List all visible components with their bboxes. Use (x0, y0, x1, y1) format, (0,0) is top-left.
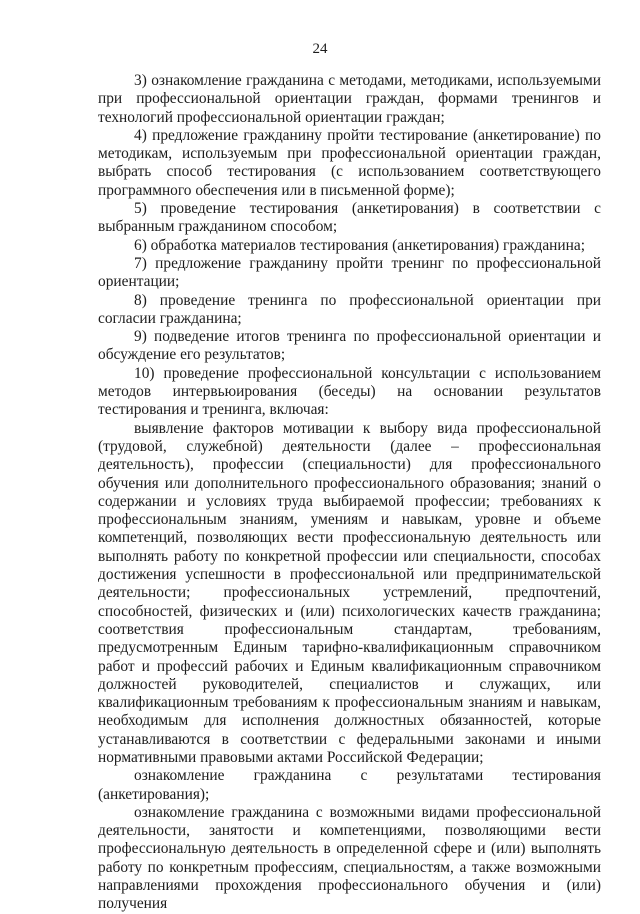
paragraph-4: 4) предложение гражданину пройти тестирование (анкетирование) по методикам, используемым при профессиональной ориентации граждан, выбрать способ тестирования (с использованием соответствующего программного обеспечения или в письменной форме); (98, 126, 601, 199)
document-body (98, 72, 601, 914)
paragraph-10: 10) проведение профессиональной консультации с использованием методов интервьюирования (беседы) на основании результатов тестирования и тренинга, включая: (98, 364, 601, 419)
paragraph-3: 3) ознакомление гражданина с методами, методиками, используемыми при профессиональной ориентации граждан, формами тренингов и технологий профессиональной ориентации граждан; (98, 72, 601, 126)
paragraph-8: 8) проведение тренинга по профессиональной ориентации при согласии гражданина; (98, 291, 601, 327)
paragraph-6: 6) обработка материалов тестирования (анкетирования) гражданина; (134, 236, 585, 254)
paragraph-test-results: ознакомление гражданина с результатами тестирования (анкетирования); (98, 767, 601, 803)
paragraph-5: 5) проведение тестирования (анкетирования) в соответствии с выбранным гражданином способом; (98, 200, 601, 236)
paragraph-activity-types: ознакомление гражданина с возможными видами профессиональной деятельности, занятости и компетенциями, позволяющими вести профессиональную деятельность в определенной сфере и (или) выполнять работу по конкретным профессиям, специальностям, а также возможными направлениями прохождения профессионального обучения и (или) получения (98, 803, 601, 913)
paragraph-9: 9) подведение итогов тренинга по профессиональной ориентации и обсуждение его результатов; (98, 328, 601, 364)
paragraph-7: 7) предложение гражданину пройти тренинг по профессиональной ориентации; (98, 254, 601, 291)
page-number: 24 (312, 41, 328, 57)
paragraph-motivation-factors: выявление факторов мотивации к выбору вида профессиональной (трудовой, служебной) деятельности (далее – профессиональная деятельность), профессии (специальности) для профессионального обучения или дополнительного профессионального образования; знаний о содержании и условиях труда выбираемой профессии; требованиях к профессиональным знаниям, умениям и навыкам, уровне и объеме компетенций, позволяющих вести профессиональную деятельность или выполнять работу по конкретной профессии или специальности, способах достижения успешности в профессиональной или предпринимательской деятельности; профессиональных устремлений, предпочтений, способностей, физических и (или) психологических качеств гражданина; соответствия профессиональным стандартам, требованиям, предусмотренным Единым тарифно-квалификационным справочником работ и профессий рабочих и Единым квалификационным справочником должностей руководителей, специалистов и служащих, или квалификационным требованиям к профессиональным знаниям и навыкам, необходимым для исполнения должностных обязанностей, которые устанавливаются в соответствии с федеральными законами и иными нормативными правовыми актами Российской Федерации; (98, 419, 601, 766)
